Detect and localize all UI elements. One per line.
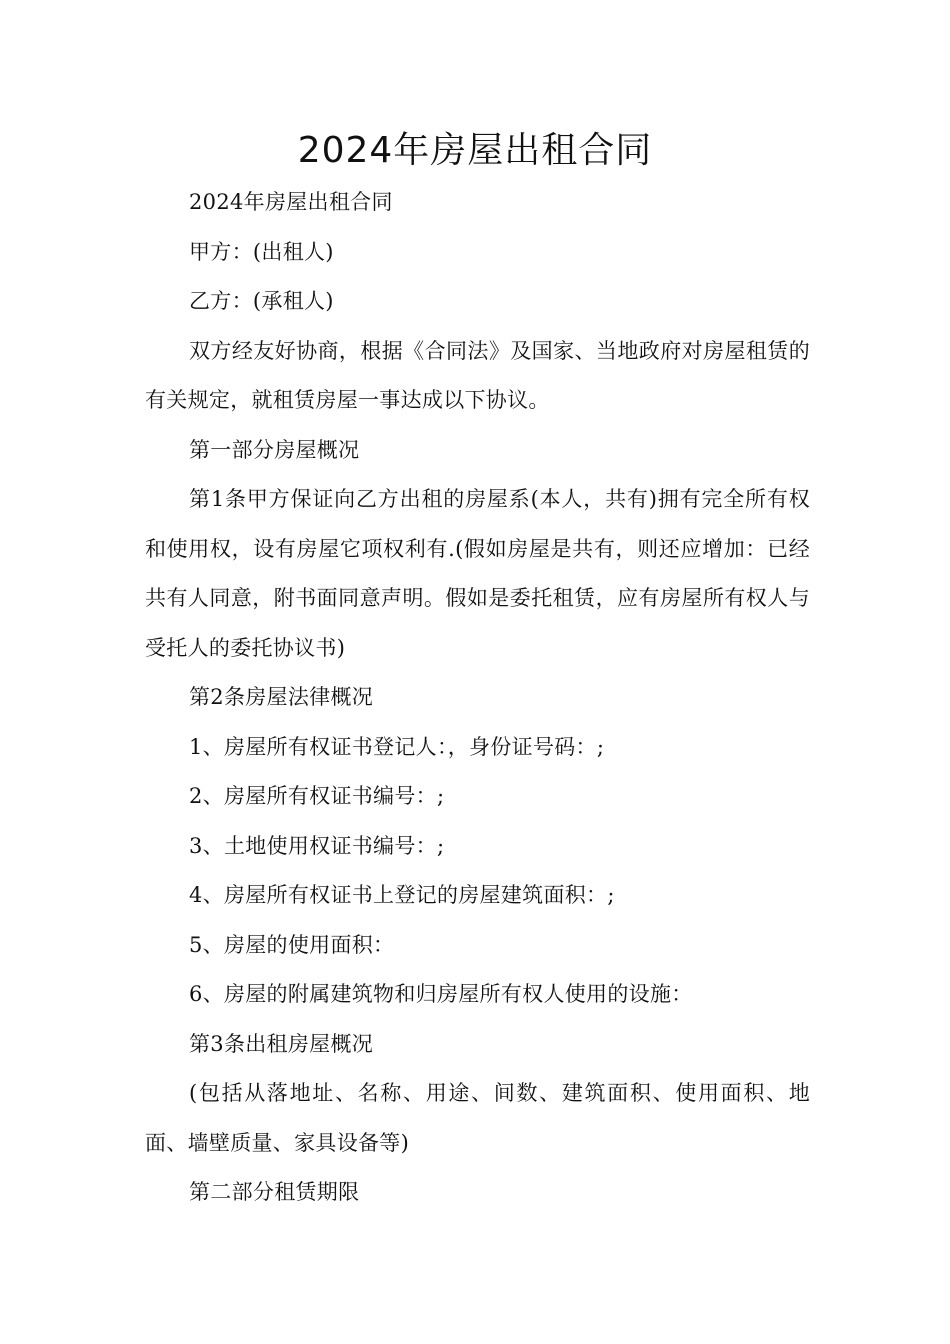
paragraph-item-1: 1、房屋所有权证书登记人：，身份证号码：; <box>189 734 605 759</box>
paragraph-item-5: 5、房屋的使用面积： <box>189 932 395 957</box>
paragraph-party-b: 乙方：(承租人) <box>189 289 334 313</box>
paragraph-part-two: 第二部分租赁期限 <box>189 1180 360 1204</box>
paragraph-item-6: 6、房屋的附属建筑物和归房屋所有权人使用的设施： <box>189 982 693 1006</box>
paragraph-heading-repeat: 2024年房屋出租合同 <box>189 190 393 214</box>
paragraph-part-one: 第一部分房屋概况 <box>189 437 360 462</box>
paragraph-party-a: 甲方：(出租人) <box>189 239 334 264</box>
paragraph-item-3: 3、土地使用权证书编号：; <box>189 833 445 858</box>
paragraph-article-1: 第1条甲方保证向乙方出租的房屋系(本人，共有)拥有完全所有权和使用权，设有房屋它项权利有.(假如房屋是共有，则还应增加：已经共有人同意，附书面同意声明。假如是委托租赁，应有房屋所有权人与受托人的委托协议书) <box>145 487 810 660</box>
document-body <box>145 178 810 1218</box>
paragraph-agreement: 双方经友好协商，根据《合同法》及国家、当地政府对房屋租赁的有关规定，就租赁房屋一事达成以下协议。 <box>145 338 810 412</box>
paragraph-item-2: 2、房屋所有权证书编号：; <box>189 784 445 808</box>
paragraph-article-2: 第2条房屋法律概况 <box>189 685 374 709</box>
paragraph-article-3-details: (包括从落地址、名称、用途、间数、建筑面积、使用面积、地面、墙壁质量、家具设备等) <box>145 1081 810 1155</box>
paragraph-item-4: 4、房屋所有权证书上登记的房屋建筑面积：; <box>189 883 615 907</box>
document-title: 2024年房屋出租合同 <box>297 130 653 171</box>
paragraph-article-3: 第3条出租房屋概况 <box>189 1031 374 1056</box>
